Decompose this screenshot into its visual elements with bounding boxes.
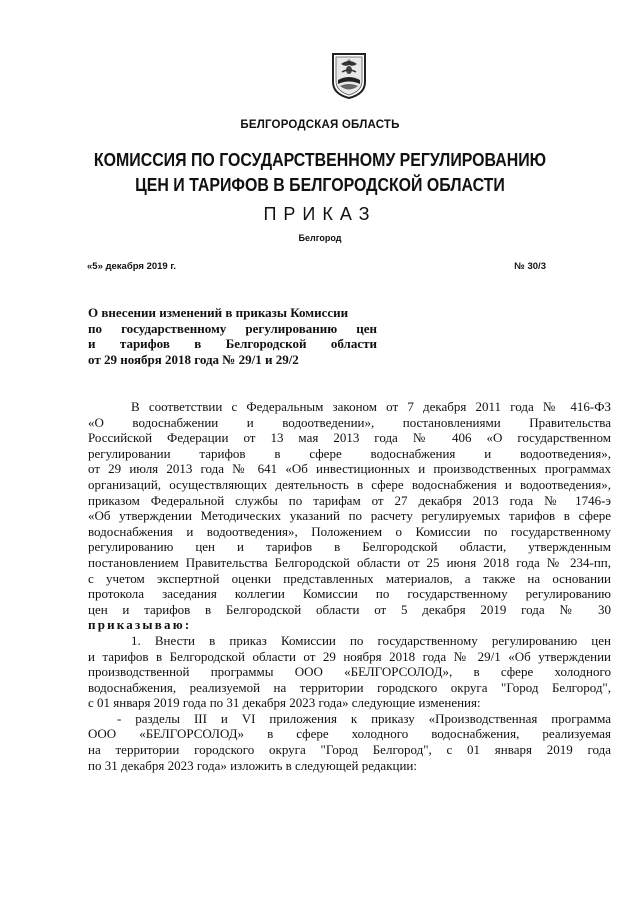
body-line: постановлением Правительства Белгородской области от 25 июня 2018 года № 234-пп, (88, 554, 611, 570)
region-name: БЕЛГОРОДСКАЯ ОБЛАСТЬ (240, 119, 400, 131)
svg-text:♛: ♛ (346, 59, 352, 65)
body-line: водоснабжения и водоотведения», Положением о Комиссии по государственному (88, 523, 611, 539)
body-line: организаций, осуществляющих деятельность в сфере водоснабжения и водоотведения», (88, 476, 611, 492)
subject-line: по государственному регулированию цен (88, 320, 377, 336)
body-line: цен и тарифов в Белгородской области от 5 декабря 2019 года № 30 (88, 601, 611, 617)
body-line: «Об утверждении Методических указаний по расчету регулируемых тарифов в сфере (88, 508, 611, 524)
body-line: производственной программы ООО «БЕЛГОРСОЛОД», в сфере холодного (88, 664, 611, 680)
document-number: № 30/3 (514, 261, 546, 272)
document-date: «5» декабря 2019 г. (87, 261, 176, 272)
coat-of-arms-icon (330, 52, 368, 100)
order-word: приказываю: (88, 617, 192, 633)
body-line: регулированию цен и тарифов в Белгородской области, утвержденным (88, 539, 611, 555)
document-type: ПРИКАЗ (263, 204, 377, 224)
commission-title (45, 147, 595, 197)
body-line: и тарифов в Белгородской области от 29 ноября 2018 года № 29/1 «Об утверждении (88, 648, 611, 664)
body-line: 1. Внести в приказ Комиссии по государственному регулированию цен (131, 632, 611, 648)
body-line: водоснабжения, реализуемой на территории городского округа "Город Белгород", (88, 679, 611, 695)
body-line: протокола заседания коллегии Комиссии по государственному регулированию (88, 586, 611, 602)
body-line: регулировании тарифов в сфере водоснабжения и водоотведения», (88, 445, 611, 461)
body-line: от 29 июля 2013 года № 641 «Об инвестиционных и производственных программах (88, 461, 611, 477)
body-line: «О водоснабжении и водоотведении», постановлениями Правительства (88, 414, 611, 430)
body-line: по 31 декабря 2023 года» изложить в следующей редакции: (88, 757, 417, 773)
body-line: В соответствии с Федеральным законом от 7 декабря 2011 года № 416-ФЗ (131, 399, 611, 414)
document-subject (88, 305, 377, 367)
body-line: ООО «БЕЛГОРСОЛОД» в сфере холодного водоснабжения, реализуемая (88, 726, 611, 742)
body-line: приказом Федеральной службы по тарифам от 27 декабря 2013 года № 1746-э (88, 492, 611, 508)
subject-line: и тарифов в Белгородской области (88, 336, 377, 351)
subject-line: О внесении изменений в приказы Комиссии (88, 305, 349, 320)
document-city: Белгород (298, 233, 342, 243)
body-line: Российской Федерации от 13 мая 2013 года № 406 «О государственном (88, 430, 611, 446)
subject-line: от 29 ноября 2018 года № 29/1 и 29/2 (88, 351, 299, 367)
body-line: с 01 января 2019 года по 31 декабря 2023 года» следующие изменения: (88, 695, 481, 711)
body-line: на территории городского округа "Город Белгород", с 01 января 2019 года (88, 742, 611, 758)
document-body (88, 399, 611, 773)
commission-title-line-1: КОМИССИЯ ПО ГОСУДАРСТВЕННОМУ РЕГУЛИРОВАНИЮ (93, 149, 547, 170)
commission-title-line-2: ЦЕН И ТАРИФОВ В БЕЛГОРОДСКОЙ ОБЛАСТИ (135, 174, 505, 195)
body-line: - разделы III и VI приложения к приказу «Производственная программа (117, 710, 611, 726)
body-line: с учетом экспертной оценки представленных материалов, а также на основании (88, 570, 611, 586)
